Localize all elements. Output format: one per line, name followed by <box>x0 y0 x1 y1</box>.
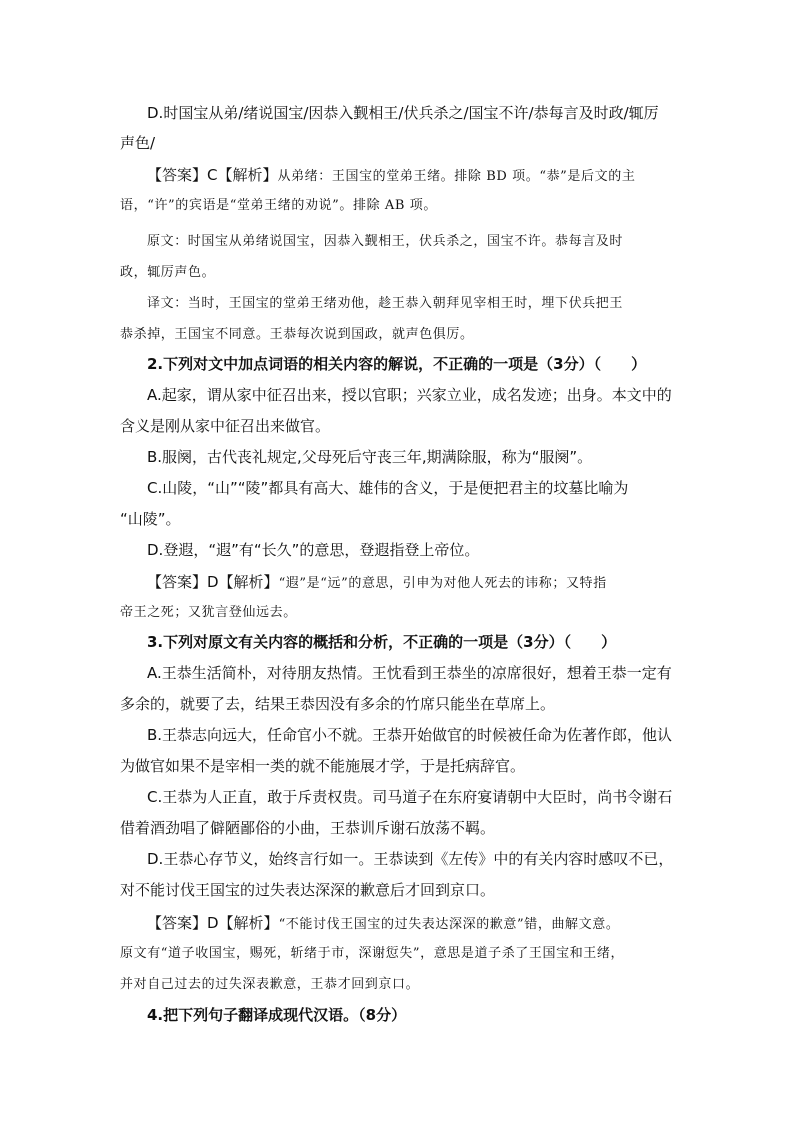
q3-option-a2: 多余的，就要了去，结果王恭因没有多余的竹席只能坐在草席上。 <box>120 695 556 713</box>
q3-option-c2: 借着酒劲唱了僻陋鄙俗的小曲，王恭训斥谢石放荡不羁。 <box>120 819 496 837</box>
answer1-original2: 政，辄厉声色。 <box>120 265 216 280</box>
q3-option-d1: D.王恭心存节义，始终言行如一。王恭读到《左传》中的有关内容时感叹不已， <box>147 850 674 868</box>
answer1-text1: 从弟绪：王国宝的堂弟王绪。排除 BD 项。“恭”是后文的主 <box>277 169 636 184</box>
answer1-original1: 原文：时国宝从弟绪说国宝，因恭入觐相王，伏兵杀之，国宝不许。恭每言及时 <box>147 234 624 249</box>
option-d-prev-line2: 声色/ <box>120 134 156 152</box>
q2-option-d: D.登遐，“遐”有“长久”的意思，登遐指登上帝位。 <box>147 541 480 559</box>
answer1-translation2: 恭杀掉，王国宝不同意。王恭每次说到国政，就声色俱厉。 <box>120 327 474 342</box>
answer1-translation1: 译文：当时，王国宝的堂弟王绪劝他，趁王恭入朝拜见宰相王时，埋下伏兵把王 <box>147 296 624 311</box>
q2-option-a2: 含义是刚从家中征召出来做官。 <box>120 417 331 435</box>
q3-answer-line2: 原文有“道子收国宝，赐死，斩绪于市，深谢愆失”，意思是道子杀了王国宝和王绪， <box>120 946 625 961</box>
q2-option-c1: C.山陵，“山”“陵”都具有高大、雄伟的含义，于是便把君主的坟墓比喻为 <box>147 479 629 497</box>
q2-answer-text1: “遐”是“远”的意思，引申为对他人死去的讳称；又特指 <box>278 576 607 591</box>
q3-answer-text1: “不能讨伐王国宝的过失表达深深的歉意”错，曲解文意。 <box>278 917 620 932</box>
answer1-line1 <box>147 165 635 187</box>
q3-option-a1: A.王恭生活简朴，对待朋友热情。王忱看到王恭坐的凉席很好，想着王恭一定有 <box>147 664 672 682</box>
q3-answer-line3: 并对自己过去的过失深表歉意，王恭才回到京口。 <box>120 977 420 992</box>
q3-answer-tag: 【答案】D【解析】 <box>147 914 279 932</box>
q2-option-c2: “山陵”。 <box>120 510 181 528</box>
q3-option-d2: 对不能讨伐王国宝的过失表达深深的歉意后才回到京口。 <box>120 881 496 899</box>
q3-option-b2: 为做官如果不是宰相一类的就不能施展才学，于是托病辞官。 <box>120 757 526 775</box>
q2-answer-tag: 【答案】D【解析】 <box>147 573 279 591</box>
option-d-prev-line1: D.时国宝从弟/绪说国宝/因恭入觐相王/伏兵杀之/国宝不许/恭每言及时政/辄厉 <box>147 104 659 122</box>
question4-title: 4.把下列句子翻译成现代汉语。（8分） <box>147 1006 407 1024</box>
question2-title: 2.下列对文中加点词语的相关内容的解说，不正确的一项是（3分）（ ） <box>147 355 647 373</box>
answer1-line2: 语，“许”的宾语是“堂弟王绪的劝说”。排除 AB 项。 <box>120 198 437 213</box>
q2-answer-line1 <box>147 572 607 594</box>
q3-option-c1: C.王恭为人正直，敢于斥责权贵。司马道子在东府宴请朝中大臣时，尚书令谢石 <box>147 788 673 806</box>
question3-title: 3.下列对原文有关内容的概括和分析，不正确的一项是（3分）（ ） <box>147 633 617 651</box>
q2-option-b: B.服阕，古代丧礼规定,父母死后守丧三年,期满除服，称为“服阕”。 <box>147 448 593 466</box>
answer1-tag: 【答案】C【解析】 <box>147 166 278 184</box>
q2-option-a1: A.起家，谓从家中征召出来，授以官职；兴家立业，成名发迹；出身。本文中的 <box>147 386 672 404</box>
q3-option-b1: B.王恭志向远大，任命官小不就。王恭开始做官的时候被任命为佐著作郎，他认 <box>147 726 673 744</box>
q2-answer-line2: 帝王之死；又犹言登仙远去。 <box>120 605 297 620</box>
q3-answer-line1 <box>147 913 619 935</box>
